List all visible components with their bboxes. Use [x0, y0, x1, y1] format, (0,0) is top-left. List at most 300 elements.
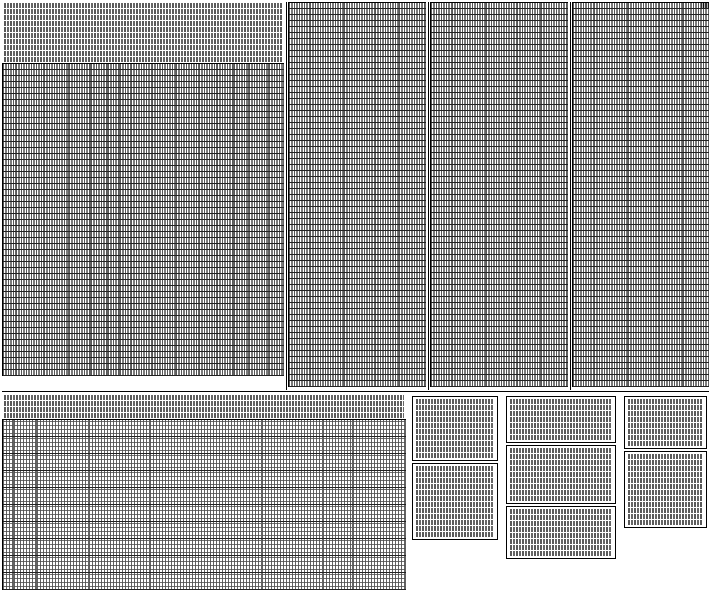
- table-cell: [486, 141, 517, 146]
- table-cell: [131, 304, 152, 309]
- table-cell: [628, 243, 659, 248]
- table-cell: [452, 291, 487, 296]
- table-cell: [517, 183, 542, 188]
- table-cell: [120, 208, 131, 213]
- table-cell: [594, 57, 628, 62]
- table-cell: [152, 196, 176, 201]
- table-cell: [683, 201, 709, 206]
- table-cell: [375, 189, 400, 194]
- table-cell: [683, 159, 709, 164]
- table-cell: [3, 124, 16, 129]
- table-cell: [375, 159, 400, 164]
- table-cell: [120, 250, 131, 255]
- table-cell: [249, 112, 270, 117]
- table-cell: [131, 64, 152, 69]
- table-cell: [628, 171, 659, 176]
- table-cell: [594, 27, 628, 32]
- table-cell: [3, 292, 16, 297]
- table-cell: [517, 201, 542, 206]
- table-cell: [289, 147, 310, 152]
- table-cell: [486, 81, 517, 86]
- table-cell: [217, 370, 234, 375]
- table-cell: [628, 27, 659, 32]
- table-cell: [3, 178, 16, 183]
- table-cell: [176, 76, 199, 81]
- table-cell: [16, 274, 44, 279]
- table-cell: [541, 153, 568, 158]
- table-cell: [217, 286, 234, 291]
- table-cell: [44, 262, 68, 267]
- table-cell: [269, 346, 284, 351]
- table-cell: [486, 51, 517, 56]
- table-cell: [249, 280, 270, 285]
- table-cell: [399, 285, 426, 290]
- text-line: [510, 521, 612, 526]
- table-cell: [3, 238, 16, 243]
- text-line: [510, 533, 612, 538]
- table-cell: [659, 165, 684, 170]
- table-cell: [176, 262, 199, 267]
- table-cell: [269, 154, 284, 159]
- table-cell: [108, 250, 121, 255]
- table-cell: [659, 381, 684, 386]
- table-cell: [659, 57, 684, 62]
- table-cell: [594, 123, 628, 128]
- table-cell: [3, 364, 16, 369]
- table-cell: [289, 261, 310, 266]
- table-cell: [16, 64, 44, 69]
- table-cell: [14, 471, 37, 487]
- table-cell: [131, 166, 152, 171]
- table-cell: [152, 148, 176, 153]
- table-cell: [3, 280, 16, 285]
- table-cell: [269, 88, 284, 93]
- table-cell: [659, 285, 684, 290]
- table-cell: [628, 195, 659, 200]
- table-cell: [131, 292, 152, 297]
- table-cell: [517, 369, 542, 374]
- table-cell: [289, 45, 310, 50]
- table-cell: [399, 303, 426, 308]
- table-cell: [249, 358, 270, 363]
- text-line: [510, 429, 612, 434]
- table-cell: [44, 244, 68, 249]
- table-cell: [69, 226, 92, 231]
- table-cell: [659, 351, 684, 356]
- table-cell: [152, 280, 176, 285]
- table-cell: [199, 160, 218, 165]
- table-cell: [399, 87, 426, 92]
- table-cell: [344, 219, 375, 224]
- table-cell: [399, 9, 426, 14]
- table-cell: [628, 3, 659, 8]
- table-cell: [628, 99, 659, 104]
- table-cell: [217, 94, 234, 99]
- table-cell: [44, 250, 68, 255]
- table-cell: [199, 244, 218, 249]
- table-cell: [399, 267, 426, 272]
- table-cell: [683, 111, 709, 116]
- table-cell: [452, 57, 487, 62]
- table-cell: [44, 124, 68, 129]
- table-cell: [344, 57, 375, 62]
- table-cell: [120, 160, 131, 165]
- table-cell: [541, 99, 568, 104]
- table-cell: [486, 69, 517, 74]
- table-cell: [452, 345, 487, 350]
- table-cell: [69, 124, 92, 129]
- table-cell: [541, 111, 568, 116]
- table-cell: [108, 340, 121, 345]
- table-cell: [131, 202, 152, 207]
- table-cell: [44, 106, 68, 111]
- table-cell: [69, 316, 92, 321]
- table-cell: [659, 249, 684, 254]
- table-cell: [108, 76, 121, 81]
- table-cell: [344, 303, 375, 308]
- table-cell: [353, 420, 406, 436]
- table-cell: [659, 105, 684, 110]
- table-cell: [199, 370, 218, 375]
- table-cell: [120, 226, 131, 231]
- table-cell: [69, 94, 92, 99]
- table-cell: [375, 303, 400, 308]
- table-cell: [683, 123, 709, 128]
- table-cell: [431, 201, 452, 206]
- table-cell: [573, 381, 594, 386]
- table-cell: [310, 63, 345, 68]
- table-cell: [486, 117, 517, 122]
- table-cell: [323, 539, 354, 555]
- table-cell: [486, 291, 517, 296]
- table-cell: [517, 81, 542, 86]
- table-cell: [517, 303, 542, 308]
- table-cell: [399, 357, 426, 362]
- table-cell: [176, 166, 199, 171]
- table-cell: [108, 94, 121, 99]
- table-cell: [310, 267, 345, 272]
- table-cell: [249, 334, 270, 339]
- table-cell: [375, 15, 400, 20]
- table-cell: [3, 310, 16, 315]
- table-cell: [234, 364, 249, 369]
- table-cell: [399, 159, 426, 164]
- table-cell: [452, 261, 487, 266]
- table-cell: [659, 375, 684, 380]
- table-cell: [289, 27, 310, 32]
- table-cell: [91, 172, 108, 177]
- table-cell: [399, 321, 426, 326]
- table-cell: [269, 148, 284, 153]
- table-cell: [91, 358, 108, 363]
- table-cell: [269, 124, 284, 129]
- table-cell: [683, 81, 709, 86]
- table-cell: [69, 64, 92, 69]
- table-cell: [108, 292, 121, 297]
- text-line: [416, 478, 494, 483]
- table-cell: [683, 219, 709, 224]
- text-line: [628, 520, 703, 525]
- table-cell: [452, 207, 487, 212]
- table-cell: [452, 321, 487, 326]
- table-cell: [91, 268, 108, 273]
- table-cell: [152, 238, 176, 243]
- table-cell: [120, 70, 131, 75]
- table-cell: [517, 189, 542, 194]
- table-cell: [323, 522, 354, 538]
- table-cell: [628, 135, 659, 140]
- table-cell: [152, 352, 176, 357]
- table-cell: [3, 539, 14, 555]
- table-cell: [69, 166, 92, 171]
- table-cell: [659, 129, 684, 134]
- table-cell: [310, 291, 345, 296]
- table-cell: [344, 213, 375, 218]
- table-cell: [131, 364, 152, 369]
- table-cell: [541, 231, 568, 236]
- table-cell: [289, 159, 310, 164]
- table-cell: [659, 147, 684, 152]
- table-cell: [573, 141, 594, 146]
- table-cell: [541, 123, 568, 128]
- table-cell: [3, 316, 16, 321]
- table-cell: [217, 88, 234, 93]
- table-cell: [323, 454, 354, 470]
- table-cell: [3, 244, 16, 249]
- table-cell: [659, 315, 684, 320]
- table-cell: [152, 364, 176, 369]
- table-cell: [452, 159, 487, 164]
- table-cell: [431, 213, 452, 218]
- table-cell: [269, 106, 284, 111]
- table-cell: [16, 364, 44, 369]
- table-cell: [91, 208, 108, 213]
- table-cell: [176, 214, 199, 219]
- table-cell: [217, 220, 234, 225]
- text-line: [628, 472, 703, 477]
- table-cell: [683, 183, 709, 188]
- table-cell: [344, 87, 375, 92]
- table-cell: [234, 250, 249, 255]
- table-cell: [375, 99, 400, 104]
- table-cell: [399, 309, 426, 314]
- table-cell: [289, 93, 310, 98]
- table-cell: [486, 63, 517, 68]
- table-cell: [120, 268, 131, 273]
- table-cell: [269, 220, 284, 225]
- table-cell: [573, 339, 594, 344]
- table-cell: [486, 279, 517, 284]
- table-cell: [69, 346, 92, 351]
- table-cell: [89, 454, 150, 470]
- table-cell: [3, 268, 16, 273]
- text-line: [510, 417, 612, 422]
- table-cell: [289, 273, 310, 278]
- table-cell: [628, 45, 659, 50]
- table-cell: [108, 316, 121, 321]
- table-cell: [217, 208, 234, 213]
- table-cell: [517, 363, 542, 368]
- table-cell: [269, 364, 284, 369]
- table-cell: [399, 81, 426, 86]
- table-cell: [452, 21, 487, 26]
- table-cell: [486, 189, 517, 194]
- table-cell: [3, 256, 16, 261]
- table-cell: [16, 322, 44, 327]
- column-divider: [570, 2, 571, 390]
- table-cell: [91, 70, 108, 75]
- table-cell: [375, 381, 400, 386]
- table-cell: [176, 190, 199, 195]
- table-cell: [310, 333, 345, 338]
- table-cell: [541, 27, 568, 32]
- table-cell: [431, 45, 452, 50]
- table-cell: [541, 171, 568, 176]
- table-cell: [108, 172, 121, 177]
- table-cell: [289, 381, 310, 386]
- table-cell: [594, 111, 628, 116]
- table-cell: [199, 178, 218, 183]
- table-cell: [131, 328, 152, 333]
- table-cell: [249, 310, 270, 315]
- table-cell: [120, 244, 131, 249]
- table-cell: [573, 165, 594, 170]
- table-cell: [344, 189, 375, 194]
- table-cell: [91, 250, 108, 255]
- table-cell: [628, 183, 659, 188]
- table-cell: [269, 100, 284, 105]
- table-cell: [152, 298, 176, 303]
- table-cell: [44, 142, 68, 147]
- table-cell: [628, 201, 659, 206]
- table-cell: [89, 437, 150, 453]
- table-cell: [16, 256, 44, 261]
- table-cell: [91, 82, 108, 87]
- table-cell: [120, 142, 131, 147]
- table-cell: [399, 75, 426, 80]
- table-cell: [269, 316, 284, 321]
- table-cell: [176, 142, 199, 147]
- table-cell: [431, 123, 452, 128]
- table-cell: [217, 280, 234, 285]
- notice-body-text: [506, 445, 616, 504]
- table-cell: [16, 148, 44, 153]
- table-cell: [323, 488, 354, 504]
- table-cell: [131, 286, 152, 291]
- table-cell: [44, 274, 68, 279]
- table-cell: [176, 286, 199, 291]
- table-cell: [431, 219, 452, 224]
- table-cell: [683, 309, 709, 314]
- text-line: [416, 447, 494, 452]
- table-cell: [486, 195, 517, 200]
- table-cell: [69, 250, 92, 255]
- table-cell: [44, 340, 68, 345]
- table-cell: [176, 184, 199, 189]
- table-cell: [217, 76, 234, 81]
- table-cell: [91, 244, 108, 249]
- table-cell: [431, 33, 452, 38]
- table-cell: [375, 225, 400, 230]
- table-cell: [344, 225, 375, 230]
- table-cell: [310, 3, 345, 8]
- table-cell: [91, 118, 108, 123]
- table-cell: [375, 285, 400, 290]
- table-cell: [594, 129, 628, 134]
- table-cell: [659, 51, 684, 56]
- table-cell: [234, 268, 249, 273]
- table-cell: [628, 57, 659, 62]
- table-cell: [289, 285, 310, 290]
- table-cell: [517, 117, 542, 122]
- text-line: [416, 532, 494, 537]
- table-cell: [683, 279, 709, 284]
- table-cell: [69, 322, 92, 327]
- table-cell: [399, 141, 426, 146]
- table-cell: [108, 346, 121, 351]
- table-cell: [431, 63, 452, 68]
- table-cell: [310, 135, 345, 140]
- table-cell: [249, 166, 270, 171]
- table-cell: [3, 136, 16, 141]
- table-cell: [683, 381, 709, 386]
- table-cell: [91, 214, 108, 219]
- table-cell: [16, 112, 44, 117]
- table-cell: [176, 70, 199, 75]
- table-cell: [108, 130, 121, 135]
- table-cell: [431, 9, 452, 14]
- table-cell: [289, 183, 310, 188]
- table-cell: [249, 118, 270, 123]
- table-cell: [628, 105, 659, 110]
- table-cell: [108, 166, 121, 171]
- table-cell: [262, 471, 323, 487]
- table-cell: [91, 142, 108, 147]
- table-cell: [131, 262, 152, 267]
- table-cell: [310, 171, 345, 176]
- table-cell: [375, 147, 400, 152]
- table-cell: [431, 189, 452, 194]
- table-cell: [152, 250, 176, 255]
- table-cell: [217, 82, 234, 87]
- table-cell: [628, 345, 659, 350]
- table-cell: [289, 141, 310, 146]
- table-cell: [249, 148, 270, 153]
- table-cell: [152, 262, 176, 267]
- table-cell: [399, 201, 426, 206]
- table-cell: [399, 291, 426, 296]
- table-cell: [176, 340, 199, 345]
- notice-table: [2, 419, 406, 590]
- table-cell: [594, 279, 628, 284]
- table-cell: [399, 93, 426, 98]
- table-cell: [517, 105, 542, 110]
- table-cell: [517, 75, 542, 80]
- table-cell: [683, 33, 709, 38]
- table-cell: [399, 345, 426, 350]
- text-line: [510, 405, 612, 410]
- table-cell: [199, 274, 218, 279]
- table-cell: [375, 243, 400, 248]
- table-row: [3, 556, 406, 573]
- table-cell: [44, 160, 68, 165]
- table-cell: [628, 315, 659, 320]
- table-cell: [683, 327, 709, 332]
- table-cell: [108, 370, 121, 375]
- table-cell: [91, 196, 108, 201]
- table-cell: [594, 267, 628, 272]
- table-cell: [131, 106, 152, 111]
